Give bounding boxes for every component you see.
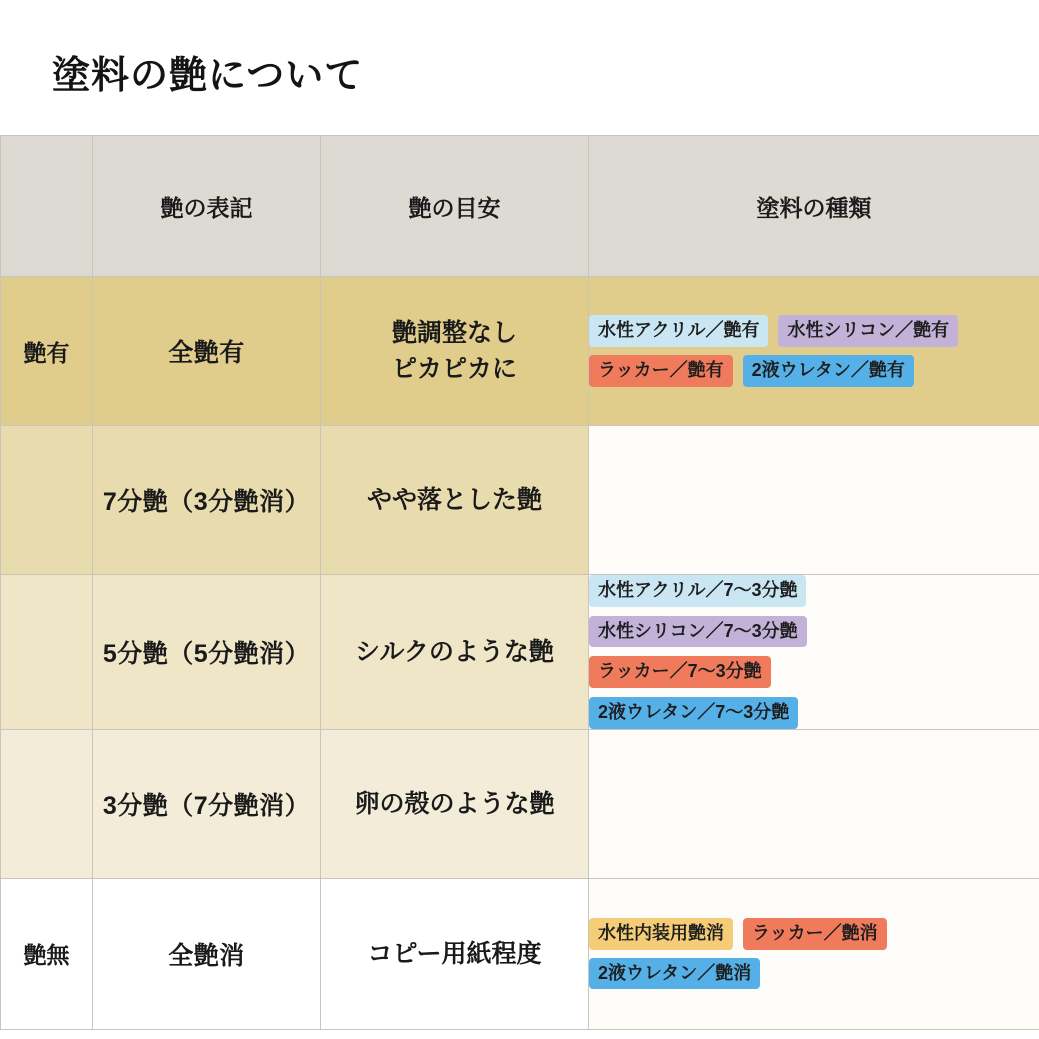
paint-type-tag[interactable]: 水性シリコン／7〜3分艶 <box>589 616 807 648</box>
page-title: 塗料の艶について <box>52 55 364 97</box>
table-header <box>1 136 1039 277</box>
guide-line-2: ピカピカに <box>391 355 517 383</box>
paint-types-cell <box>589 426 1039 575</box>
gloss-guide-cell: コピー用紙程度 <box>321 878 589 1029</box>
gloss-table <box>0 135 1039 1030</box>
gloss-guide-cell: 卵の殻のような艶 <box>321 729 589 878</box>
table-row <box>1 878 1039 1029</box>
paint-types-cell <box>589 878 1039 1029</box>
paint-type-tag[interactable]: ラッカー／艶消 <box>743 918 887 950</box>
paint-type-tag[interactable]: 2液ウレタン／7〜3分艶 <box>589 697 798 729</box>
paint-type-tag[interactable]: ラッカー／7〜3分艶 <box>589 656 771 688</box>
table-body <box>1 277 1039 1030</box>
gloss-label-cell <box>1 426 93 575</box>
paint-types-cell <box>589 277 1039 426</box>
gloss-name-cell: 3分艶（7分艶消） <box>93 729 321 878</box>
table-row <box>1 729 1039 878</box>
paint-type-tag[interactable]: 水性内装用艶消 <box>589 918 733 950</box>
paint-type-tag[interactable]: 水性シリコン／艶有 <box>778 315 958 347</box>
column-header-types: 塗料の種類 <box>589 136 1039 277</box>
paint-type-tag[interactable]: 水性アクリル／艶有 <box>589 315 768 347</box>
paint-type-tag[interactable]: 2液ウレタン／艶有 <box>743 355 914 387</box>
gloss-name-cell: 全艶消 <box>93 878 321 1029</box>
gloss-name-cell: 7分艶（3分艶消） <box>93 426 321 575</box>
gloss-guide-cell <box>321 277 589 426</box>
gloss-guide-cell: やや落とした艶 <box>321 426 589 575</box>
paint-type-tag[interactable]: 2液ウレタン／艶消 <box>589 958 760 990</box>
table-row <box>1 575 1039 730</box>
paint-type-tag-list <box>589 575 1039 729</box>
column-header-guide: 艶の目安 <box>321 136 589 277</box>
gloss-guide-cell: シルクのような艶 <box>321 575 589 730</box>
table-row <box>1 426 1039 575</box>
guide-line-1: 艶調整なし <box>391 318 517 347</box>
gloss-label-cell <box>1 575 93 730</box>
paint-type-tag-list <box>589 315 1039 386</box>
gloss-label-cell: 艶有 <box>1 277 93 426</box>
gloss-name-cell: 5分艶（5分艶消） <box>93 575 321 730</box>
gloss-name-cell: 全艶有 <box>93 277 321 426</box>
paint-type-tag[interactable]: 水性アクリル／7〜3分艶 <box>589 575 806 607</box>
paint-type-tag[interactable]: ラッカー／艶有 <box>589 355 733 387</box>
column-header-gloss-label <box>1 136 93 277</box>
column-header-name: 艶の表記 <box>93 136 321 277</box>
gloss-label-cell <box>1 729 93 878</box>
table-header-row <box>1 136 1039 277</box>
paint-types-cell <box>589 729 1039 878</box>
gloss-label-cell: 艶無 <box>1 878 93 1029</box>
paint-type-tag-list <box>589 918 1039 989</box>
paint-types-cell <box>589 575 1039 730</box>
table-row <box>1 277 1039 426</box>
